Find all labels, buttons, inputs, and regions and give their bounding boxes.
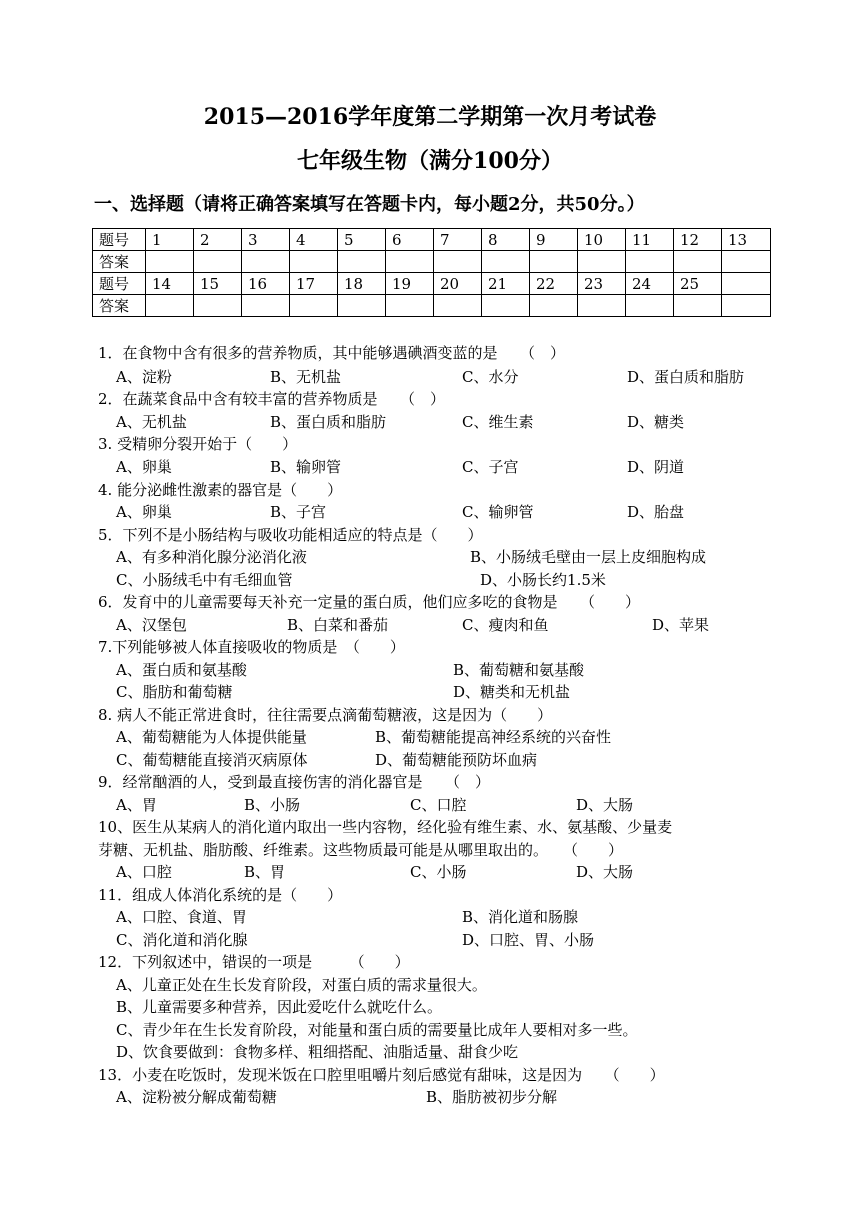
option-2a: A、无机盐 bbox=[116, 413, 187, 431]
option-7a: A、蛋白质和氨基酸 bbox=[116, 661, 247, 679]
question-6: 6．发育中的儿童需要每天补充一定量的蛋白质，他们应多吃的食物是 （ ） bbox=[98, 593, 641, 611]
option-12b: B、儿童需要多种营养，因此爱吃什么就吃什么。 bbox=[116, 998, 443, 1016]
option-7c: C、脂肪和葡萄糖 bbox=[116, 683, 233, 701]
answer-cell[interactable] bbox=[626, 295, 674, 317]
grid-label-answer: 答案 bbox=[93, 295, 146, 317]
grid-row-numbers-1 bbox=[93, 229, 771, 251]
question-11: 11．组成人体消化系统的是（ ） bbox=[98, 886, 343, 904]
grid-num-cell: 22 bbox=[530, 273, 578, 295]
answer-cell[interactable] bbox=[242, 295, 290, 317]
option-10c: C、小肠 bbox=[410, 863, 467, 881]
option-13b: B、脂肪被初步分解 bbox=[426, 1088, 558, 1106]
grid-num-cell: 6 bbox=[386, 229, 434, 251]
option-3d: D、阴道 bbox=[627, 458, 685, 476]
answer-cell[interactable] bbox=[578, 251, 626, 273]
question-8: 8. 病人不能正常进食时，往往需要点滴葡萄糖液，这是因为（ ） bbox=[98, 706, 553, 724]
grid-num-cell: 13 bbox=[722, 229, 771, 251]
grid-num-cell: 15 bbox=[194, 273, 242, 295]
option-10d: D、大肠 bbox=[576, 863, 634, 881]
grid-num-cell: 14 bbox=[146, 273, 194, 295]
option-9b: B、小肠 bbox=[244, 796, 301, 814]
option-7b: B、葡萄糖和氨基酸 bbox=[453, 661, 585, 679]
option-12a: A、儿童正处在生长发育阶段，对蛋白质的需求量很大。 bbox=[116, 976, 487, 994]
option-5a: A、有多种消化腺分泌消化液 bbox=[116, 548, 307, 566]
option-12d: D、饮食要做到：食物多样、粗细搭配、油脂适量、甜食少吃 bbox=[116, 1043, 519, 1061]
grid-label-number: 题号 bbox=[93, 273, 146, 295]
grid-num-cell: 12 bbox=[674, 229, 722, 251]
answer-cell[interactable] bbox=[386, 295, 434, 317]
answer-cell[interactable] bbox=[530, 251, 578, 273]
option-10b: B、胃 bbox=[244, 863, 286, 881]
grid-num-cell: 11 bbox=[626, 229, 674, 251]
answer-cell[interactable] bbox=[290, 251, 338, 273]
option-11c: C、消化道和消化腺 bbox=[116, 931, 248, 949]
section-heading: 一、选择题（请将正确答案填写在答题卡内，每小题2分，共50分。） bbox=[94, 194, 645, 215]
grid-num-cell: 21 bbox=[482, 273, 530, 295]
option-5b: B、小肠绒毛壁由一层上皮细胞构成 bbox=[470, 548, 707, 566]
answer-cell[interactable] bbox=[674, 295, 722, 317]
answer-cell[interactable] bbox=[434, 295, 482, 317]
answer-cell[interactable] bbox=[146, 251, 194, 273]
grid-row-numbers-2 bbox=[93, 273, 771, 295]
question-5: 5．下列不是小肠结构与吸收功能相适应的特点是（ ） bbox=[98, 526, 483, 544]
grid-num-cell: 4 bbox=[290, 229, 338, 251]
grid-num-cell: 19 bbox=[386, 273, 434, 295]
option-10a: A、口腔 bbox=[116, 863, 172, 881]
grid-num-cell: 16 bbox=[242, 273, 290, 295]
option-6d: D、苹果 bbox=[652, 616, 710, 634]
answer-cell[interactable] bbox=[722, 295, 771, 317]
option-8b: B、葡萄糖能提高神经系统的兴奋性 bbox=[375, 728, 612, 746]
grid-num-cell: 17 bbox=[290, 273, 338, 295]
answer-cell[interactable] bbox=[338, 295, 386, 317]
answer-cell[interactable] bbox=[386, 251, 434, 273]
question-9: 9．经常酗酒的人，受到最直接伤害的消化器官是 （ ） bbox=[98, 773, 491, 791]
option-5d: D、小肠长约1.5米 bbox=[480, 571, 606, 589]
option-11d: D、口腔、胃、小肠 bbox=[462, 931, 595, 949]
answer-cell[interactable] bbox=[482, 251, 530, 273]
option-4b: B、子宫 bbox=[270, 503, 327, 521]
grid-num-cell: 7 bbox=[434, 229, 482, 251]
option-4c: C、输卵管 bbox=[462, 503, 534, 521]
answer-cell[interactable] bbox=[626, 251, 674, 273]
question-2: 2．在蔬菜食品中含有较丰富的营养物质是 （ ） bbox=[98, 390, 446, 408]
option-2c: C、维生素 bbox=[462, 413, 534, 431]
option-1a: A、淀粉 bbox=[116, 368, 172, 386]
option-9a: A、胃 bbox=[116, 796, 157, 814]
answer-cell[interactable] bbox=[242, 251, 290, 273]
option-3b: B、输卵管 bbox=[270, 458, 342, 476]
option-9c: C、口腔 bbox=[410, 796, 467, 814]
option-8d: D、葡萄糖能预防坏血病 bbox=[375, 751, 538, 769]
answer-cell[interactable] bbox=[338, 251, 386, 273]
grid-num-cell: 9 bbox=[530, 229, 578, 251]
grid-num-cell: 24 bbox=[626, 273, 674, 295]
grid-num-cell: 8 bbox=[482, 229, 530, 251]
option-8c: C、葡萄糖能直接消灭病原体 bbox=[116, 751, 308, 769]
option-9d: D、大肠 bbox=[576, 796, 634, 814]
answer-cell[interactable] bbox=[674, 251, 722, 273]
option-3a: A、卵巢 bbox=[116, 458, 172, 476]
grid-row-answers-1 bbox=[93, 251, 771, 273]
question-10: 10、医生从某病人的消化道内取出一些内容物，经化验有维生素、水、氨基酸、少量麦 bbox=[98, 818, 673, 836]
answer-cell[interactable] bbox=[530, 295, 578, 317]
answer-cell[interactable] bbox=[194, 295, 242, 317]
answer-cell[interactable] bbox=[722, 251, 771, 273]
option-13a: A、淀粉被分解成葡萄糖 bbox=[116, 1088, 277, 1106]
grid-num-cell: 3 bbox=[242, 229, 290, 251]
option-4d: D、胎盘 bbox=[627, 503, 685, 521]
question-10-cont: 芽糖、无机盐、脂肪酸、纤维素。这些物质最可能是从哪里取出的。 （ ） bbox=[98, 841, 624, 859]
option-6c: C、瘦肉和鱼 bbox=[462, 616, 549, 634]
exam-title: 2015—2016学年度第二学期第一次月考试卷 bbox=[203, 104, 657, 130]
exam-subtitle: 七年级生物（满分100分） bbox=[297, 148, 563, 174]
answer-cell[interactable] bbox=[434, 251, 482, 273]
option-6b: B、白菜和番茄 bbox=[287, 616, 389, 634]
option-7d: D、糖类和无机盐 bbox=[453, 683, 571, 701]
question-3: 3. 受精卵分裂开始于（ ） bbox=[98, 435, 298, 453]
grid-label-answer: 答案 bbox=[93, 251, 146, 273]
option-11a: A、口腔、食道、胃 bbox=[116, 908, 247, 926]
grid-num-cell: 10 bbox=[578, 229, 626, 251]
grid-num-cell: 25 bbox=[674, 273, 722, 295]
grid-num-cell bbox=[722, 273, 771, 295]
answer-cell[interactable] bbox=[146, 295, 194, 317]
grid-num-cell: 1 bbox=[146, 229, 194, 251]
option-6a: A、汉堡包 bbox=[116, 616, 187, 634]
option-1d: D、蛋白质和脂肪 bbox=[627, 368, 745, 386]
option-2d: D、糖类 bbox=[627, 413, 685, 431]
answer-grid bbox=[92, 228, 771, 317]
grid-num-cell: 18 bbox=[338, 273, 386, 295]
question-4: 4. 能分泌雌性激素的器官是（ ） bbox=[98, 481, 343, 499]
option-1b: B、无机盐 bbox=[270, 368, 342, 386]
question-12: 12．下列叙述中，错误的一项是 （ ） bbox=[98, 953, 410, 971]
grid-num-cell: 20 bbox=[434, 273, 482, 295]
grid-num-cell: 2 bbox=[194, 229, 242, 251]
option-5c: C、小肠绒毛中有毛细血管 bbox=[116, 571, 293, 589]
grid-label-number: 题号 bbox=[93, 229, 146, 251]
question-7: 7.下列能够被人体直接吸收的物质是 （ ） bbox=[98, 638, 405, 656]
option-2b: B、蛋白质和脂肪 bbox=[270, 413, 387, 431]
answer-cell[interactable] bbox=[290, 295, 338, 317]
answer-cell[interactable] bbox=[578, 295, 626, 317]
option-3c: C、子宫 bbox=[462, 458, 519, 476]
answer-cell[interactable] bbox=[482, 295, 530, 317]
answer-cell[interactable] bbox=[194, 251, 242, 273]
option-4a: A、卵巢 bbox=[116, 503, 172, 521]
option-11b: B、消化道和肠腺 bbox=[462, 908, 579, 926]
question-13: 13．小麦在吃饭时，发现米饭在口腔里咀嚼片刻后感觉有甜味，这是因为 （ ） bbox=[98, 1066, 665, 1084]
question-1: 1．在食物中含有很多的营养物质，其中能够遇碘酒变蓝的是 （ ） bbox=[98, 344, 566, 362]
option-1c: C、水分 bbox=[462, 368, 519, 386]
option-12c: C、青少年在生长发育阶段，对能量和蛋白质的需要量比成年人要相对多一些。 bbox=[116, 1021, 638, 1039]
grid-num-cell: 23 bbox=[578, 273, 626, 295]
option-8a: A、葡萄糖能为人体提供能量 bbox=[116, 728, 307, 746]
grid-num-cell: 5 bbox=[338, 229, 386, 251]
grid-row-answers-2 bbox=[93, 295, 771, 317]
